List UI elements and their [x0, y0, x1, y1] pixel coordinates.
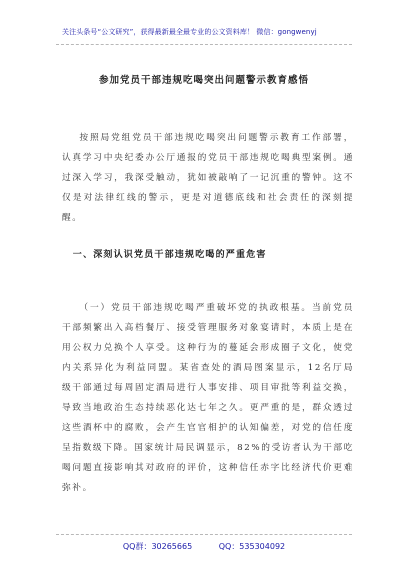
- section-heading: 一、深刻认识党员干部违规吃喝的严重危害: [72, 250, 267, 260]
- header-banner[interactable]: 关注头条号“公文研究”，获得最新最全最专业的公文资料库！ 微信：gongwenyj: [62, 28, 317, 36]
- paragraph-body: （一）党员干部违规吃喝严重破坏党的执政根基。当前党员干部频繁出入高档餐厅、接受管理服务对象宴请时，本质上是在用公权力兑换个人享受。这种行为的蔓延会形成圈子文化，使党内关系异化为利益同盟。某省查处的酒局图案显示，12名厅局级干部通过每周固定酒局进行人事安排、项目审批等利益交换，导致当地政治生态持续恶化达七年之久。更严重的是，群众透过这些酒杯中的腐败，会产生官官相护的认知偏差，对党的信任度呈指数级下降。国家统计局民调显示，82%的受访者认为干部吃喝问题直接影响其对政府的评价，这种信任赤字比经济代价更难弥补。: [62, 303, 354, 493]
- paragraph-intro: 按照局党组党员干部违规吃喝突出问题警示教育工作部署，认真学习中央纪委办公厅通报的党员干部违规吃喝典型案例。通过深入学习，我深受触动，犹如被敲响了一记沉重的警钟。这不仅是对法律红线的警示，更是对道德底线和社会责任的深刻提醒。: [62, 133, 354, 223]
- footer-qq[interactable]: QQ：535304092: [218, 542, 286, 551]
- header-divider: [56, 44, 352, 45]
- footer-divider: [56, 534, 352, 535]
- document-title: 参加党员干部违规吃喝突出问题警示教育感悟: [98, 75, 309, 86]
- footer: [0, 541, 408, 552]
- footer-qq-group[interactable]: QQ群：30265665: [122, 542, 193, 551]
